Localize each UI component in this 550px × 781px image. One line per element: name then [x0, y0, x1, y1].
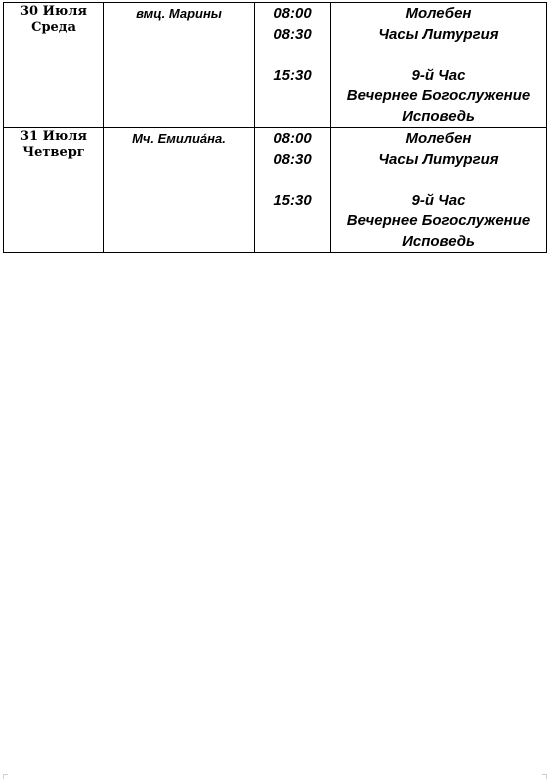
time-text: 15:30: [273, 66, 312, 84]
time-text: 15:30: [273, 191, 312, 209]
date-text: 30 Июля: [20, 4, 87, 19]
saint-text: вмц. Марины: [136, 6, 222, 21]
table-row: [4, 128, 547, 253]
service-spacer: [331, 170, 546, 191]
time-spacer: [255, 170, 330, 191]
service-cell: [331, 128, 547, 253]
service-text: Молебен: [405, 5, 472, 22]
time-spacer: [255, 45, 330, 66]
service-text: Молебен: [405, 130, 472, 147]
service-text: Вечернее Богослужение: [346, 87, 531, 104]
service-text: Часы Литургия: [378, 25, 499, 43]
time-text: 08:00: [273, 130, 312, 147]
schedule-table: [3, 2, 547, 253]
service-cell: [331, 3, 547, 128]
date-text: 31 Июля: [20, 129, 87, 144]
page-corner-mark-left: [3, 774, 8, 779]
service-text: Исповедь: [402, 232, 475, 250]
weekday-text: Четверг: [22, 145, 85, 160]
date-cell: [4, 3, 104, 128]
saint-cell: [104, 3, 255, 128]
service-text: 9-й Час: [411, 191, 466, 209]
saint-cell: [104, 128, 255, 253]
service-spacer: [331, 45, 546, 66]
weekday-text: Среда: [31, 20, 76, 35]
time-cell: [255, 128, 331, 253]
service-text: Вечернее Богослужение: [346, 212, 531, 229]
service-text: Исповедь: [402, 107, 475, 125]
service-text: Часы Литургия: [378, 150, 499, 168]
time-text: 08:30: [273, 150, 312, 168]
table-row: [4, 3, 547, 128]
date-cell: [4, 128, 104, 253]
page-corner-mark-right: [542, 774, 547, 779]
time-text: 08:30: [273, 25, 312, 43]
time-cell: [255, 3, 331, 128]
service-text: 9-й Час: [411, 66, 466, 84]
saint-text: Мч. Емилиа́на.: [132, 131, 226, 146]
time-text: 08:00: [273, 5, 312, 22]
